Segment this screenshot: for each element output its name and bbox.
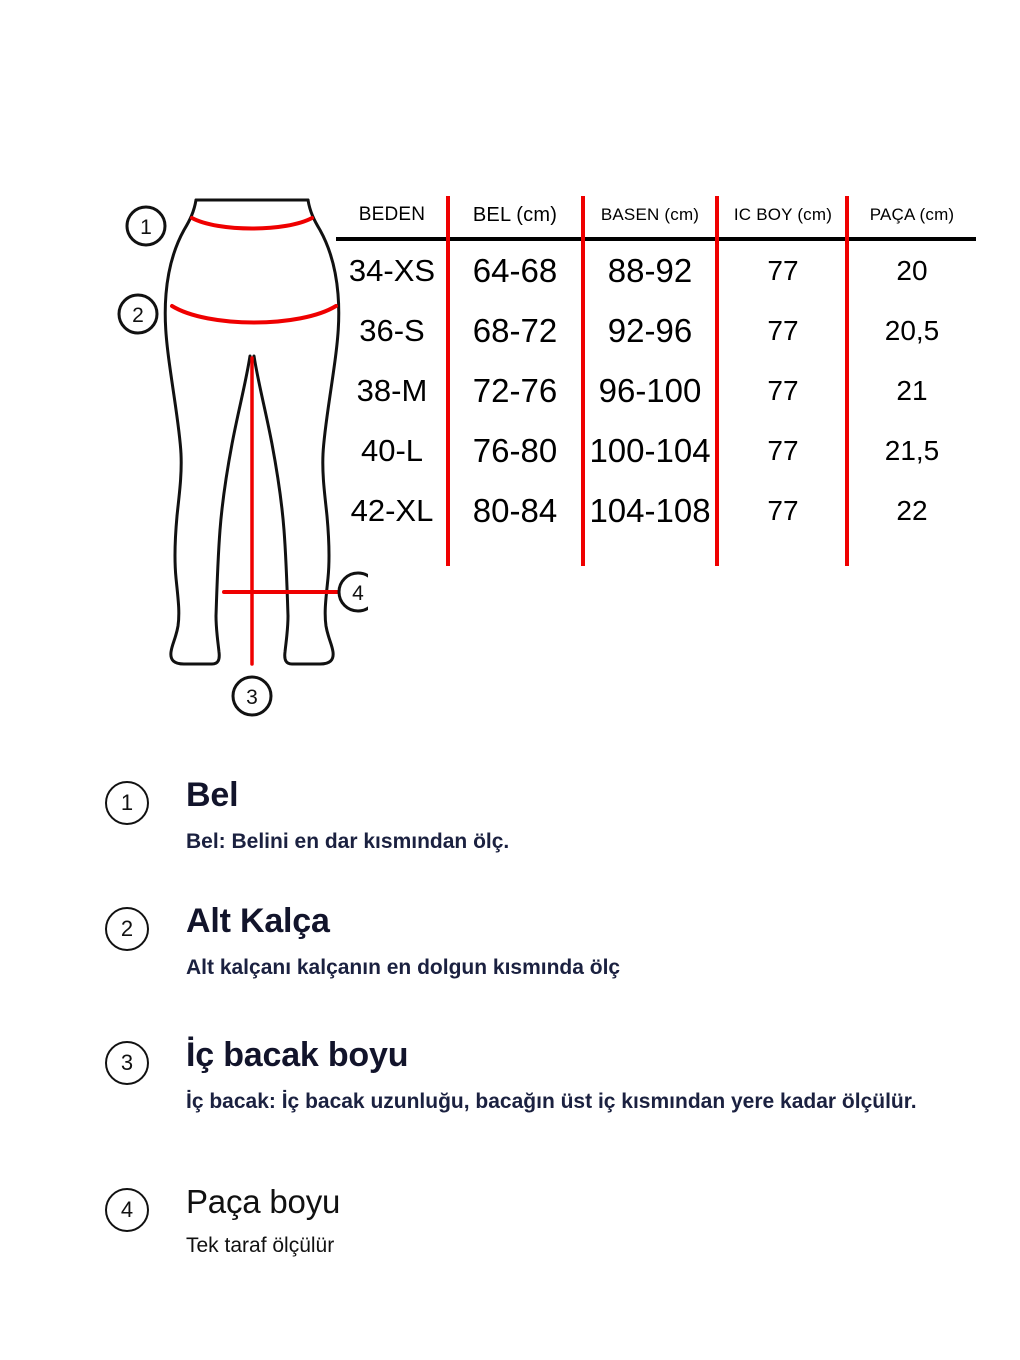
legend-badge-2: 2 (105, 907, 149, 951)
legend-item-ic-bacak-boyu (0, 1013, 1020, 1168)
cell-ic-boy: 77 (767, 435, 799, 466)
cell-paca: 21,5 (884, 435, 940, 466)
waist-measure-line (192, 218, 312, 229)
cell-ic-boy: 77 (767, 255, 799, 286)
table-row (336, 361, 976, 421)
cell-beden: 34-XS (348, 253, 436, 288)
cell-bel: 64-68 (472, 252, 558, 289)
cell-paca: 20 (896, 255, 928, 286)
column-header-paca: PAÇA (cm) (869, 205, 955, 224)
legend-desc-bel: Bel: Belini en dar kısmından ölç. (186, 830, 510, 854)
legend-badge-3: 3 (105, 1041, 149, 1085)
cell-basen: 88-92 (607, 252, 693, 289)
measurement-instructions (0, 755, 1020, 1286)
legend-title-paca-boyu: Paça boyu (186, 1183, 341, 1220)
cell-basen: 96-100 (598, 372, 702, 409)
cell-paca: 21 (896, 375, 928, 406)
cell-basen: 104-108 (589, 492, 711, 529)
cell-paca: 22 (896, 495, 928, 526)
legend-title-ic-bacak-boyu: İç bacak boyu (186, 1036, 409, 1074)
column-header-ic-boy: IC BOY (cm) (733, 205, 833, 224)
cell-ic-boy: 77 (767, 315, 799, 346)
table-row (336, 421, 976, 481)
diagram-marker-1-label: 1 (140, 216, 152, 239)
table-row (336, 481, 976, 541)
legend-desc-alt-kalca: Alt kalçanı kalçanın en dolgun kısmında ölç (186, 956, 621, 980)
column-header-beden: BEDEN (358, 204, 426, 225)
table-row (336, 301, 976, 361)
hip-measure-line (172, 306, 336, 323)
table-body (336, 241, 976, 541)
cell-beden: 36-S (359, 313, 425, 348)
cell-paca: 20,5 (884, 315, 940, 346)
measurement-lines (172, 218, 336, 664)
legend-desc-paca-boyu: Tek taraf ölçülür (186, 1234, 335, 1258)
diagram-marker-3-label: 3 (246, 686, 258, 709)
cell-basen: 92-96 (607, 312, 693, 349)
cell-ic-boy: 77 (767, 495, 799, 526)
legend-badge-4: 4 (105, 1188, 149, 1232)
legend-item-alt-kalca (0, 879, 1020, 1009)
cell-bel: 72-76 (472, 372, 558, 409)
diagram-marker-4-label: 4 (352, 582, 364, 605)
legend-item-paca-boyu (0, 1172, 1020, 1282)
column-header-bel: BEL (cm) (472, 203, 558, 226)
legend-title-bel: Bel (186, 776, 239, 814)
cell-bel: 68-72 (472, 312, 558, 349)
cell-bel: 80-84 (472, 492, 558, 529)
legend-badge-1: 1 (105, 781, 149, 825)
cell-ic-boy: 77 (767, 375, 799, 406)
column-header-basen: BASEN (cm) (600, 205, 700, 224)
cell-bel: 76-80 (472, 432, 558, 469)
diagram-marker-1 (127, 207, 165, 245)
table-row (336, 241, 976, 301)
cell-beden: 42-XL (350, 493, 434, 528)
diagram-marker-3 (233, 677, 271, 715)
diagram-marker-2 (119, 295, 157, 333)
legend-title-alt-kalca: Alt Kalça (186, 902, 330, 940)
legend-item-bel (0, 755, 1020, 875)
legend-desc-ic-bacak-boyu: İç bacak: İç bacak uzunluğu, bacağın üst iç kısmından yere kadar ölçülür. (186, 1090, 917, 1114)
diagram-marker-4 (292, 573, 368, 611)
size-table (336, 196, 976, 566)
cell-beden: 40-L (360, 433, 424, 468)
cell-basen: 100-104 (589, 432, 711, 469)
table-header-row (336, 196, 976, 234)
body-measurement-diagram (108, 186, 368, 726)
cell-beden: 38-M (356, 373, 428, 408)
diagram-marker-2-label: 2 (132, 304, 144, 327)
